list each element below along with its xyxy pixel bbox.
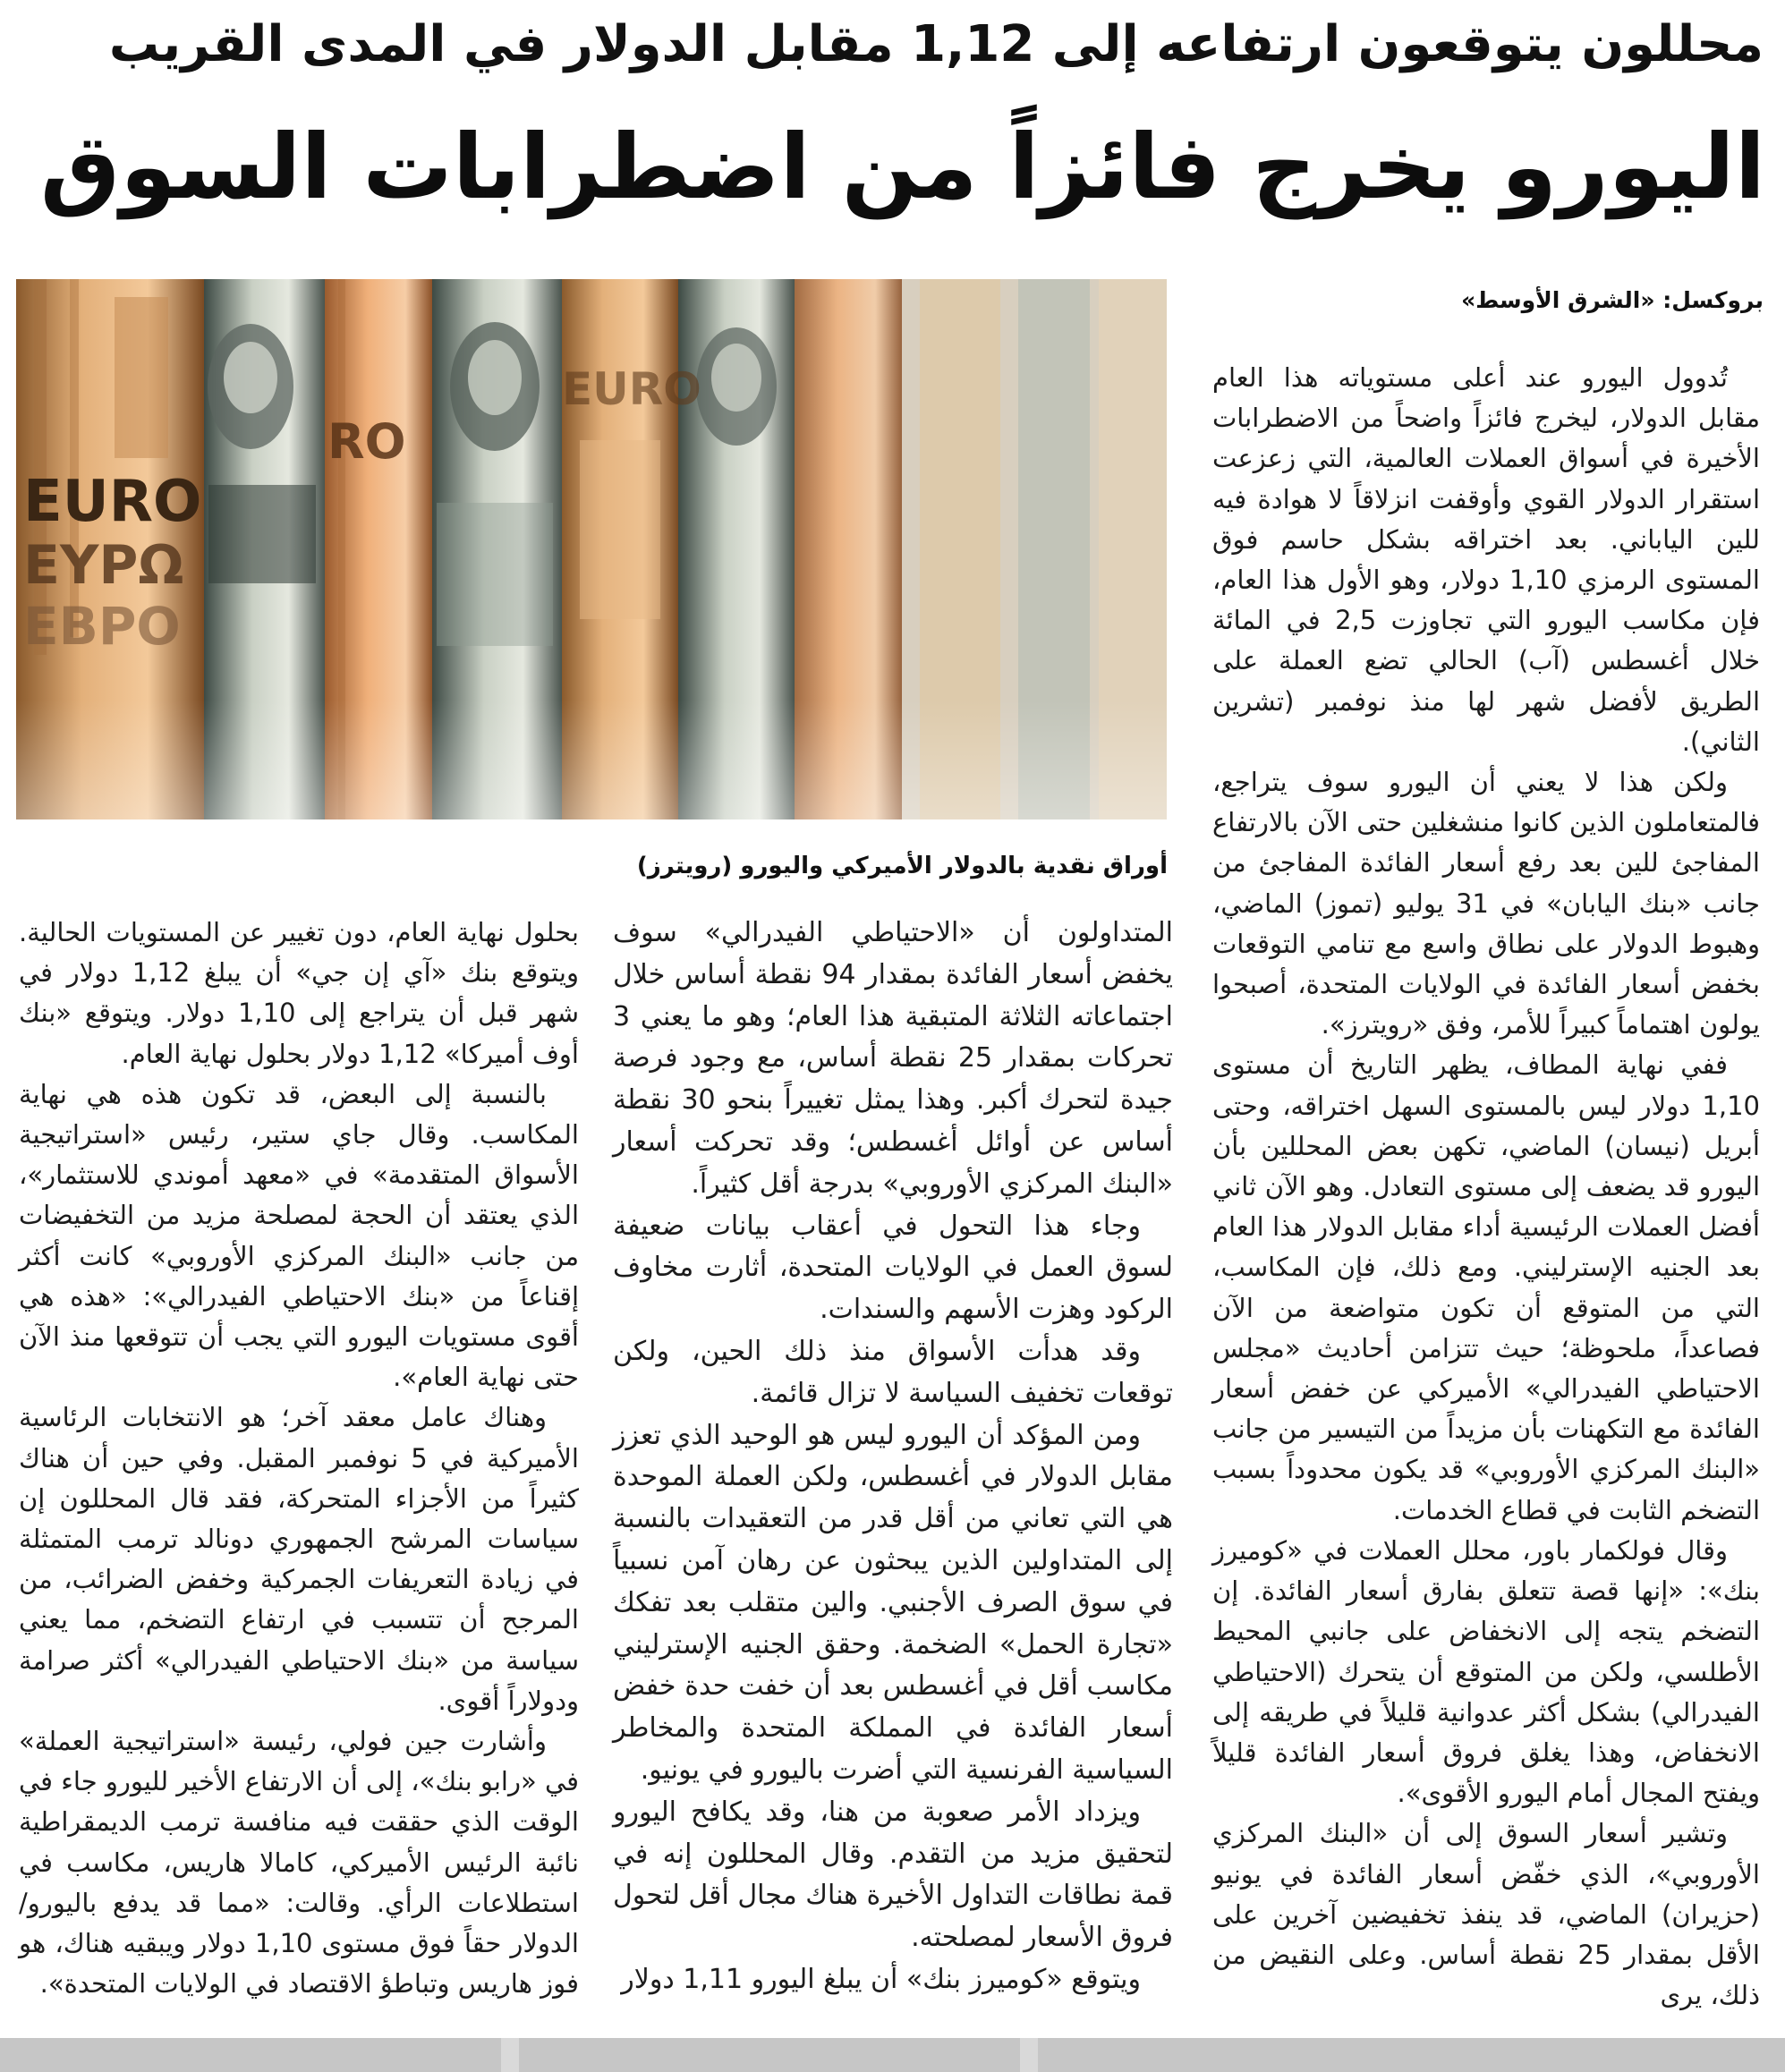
paragraph: وأشارت جين فولي، رئيسة «استراتيجية العملة» في «رابو بنك»، إلى أن الارتفاع الأخير لليورو جاء في الوقت الذي حققت فيه منافسة ترمب الديمقراطية نائبة الرئيس الأميركي، كامالا هاريس، مكاسب في استطلاعات الرأي. وقالت: «مما قد يدفع باليورو/ الدولار حقاً فوق مستوى 1,10 دولار ويبقيه هناك، هو فوز هاريس وتباطؤ الاقتصاد في الولايات المتحدة». bbox=[18, 1726, 579, 2000]
article-subheadline: محللون يتوقعون ارتفاعه إلى 1,12 مقابل الدولار في المدى القريب bbox=[108, 15, 1764, 73]
photo-label-ro: RO bbox=[327, 413, 406, 470]
paragraph: وقد هدأت الأسواق منذ ذلك الحين، ولكن توقعات تخفيف السياسة لا تزال قائمة. bbox=[613, 1335, 1173, 1409]
footer-segment bbox=[1038, 2038, 1785, 2072]
paragraph: وجاء هذا التحول في أعقاب بيانات ضعيفة لسوق العمل في الولايات المتحدة، أثارت مخاوف الركود وهزت الأسهم والسندات. bbox=[613, 1210, 1173, 1326]
paragraph: بحلول نهاية العام، دون تغيير عن المستويات الحالية. ويتوقع بنك «آي إن جي» أن يبلغ 1,12 دولار في شهر قبل أن يتراجع إلى 1,10 دولار. ويتوقع «بنك أوف أميركا» 1,12 دولار بحلول نهاية العام. bbox=[19, 917, 579, 1069]
photo-caption: أوراق نقدية بالدولار الأميركي واليورو (رويترز) bbox=[636, 853, 1168, 879]
photo-label-evro: ЕВРО bbox=[23, 596, 181, 657]
footer-segment bbox=[519, 2038, 1020, 2072]
page-footer-bar bbox=[0, 2038, 1785, 2072]
paragraph: ولكن هذا لا يعني أن اليورو سوف يتراجع، فالمتعاملون الذين كانوا منشغلين حتى الآن بالارتفاع المفاجئ للين بعد رفع أسعار الفائدة المفاجئ من جانب «بنك اليابان» في 31 يوليو (تموز) الماضي، وهبوط الدولار على نطاق واسع مع تنامي التوقعات بخفض أسعار الفائدة في الولايات المتحدة، أصبحوا يولون اهتماماً كبيراً للأمر، وفق «رويترز». bbox=[1212, 767, 1760, 1040]
paragraph: تُدوول اليورو عند أعلى مستوياته هذا العام مقابل الدولار، ليخرج فائزاً واضحاً من الاضطرابات الأخيرة في أسواق العملات العالمية، التي زعزعت استقرار الدولار القوي وأوقفت انزلاقاً لا هوادة فيه للين الياباني. بعد اختراقه بشكل حاسم فوق المستوى الرمزي 1,10 دولار، وهو الأول هذا العام، فإن مكاسب اليورو التي تجاوزت 2,5 في المائة خلال أغسطس (آب) الحالي تضع العملة على الطريق لأفضل شهر لها منذ نوفمبر (تشرين الثاني). bbox=[1212, 362, 1760, 757]
photo-label-euro: EURO bbox=[23, 469, 202, 535]
paragraph: ويتوقع «كوميرز بنك» أن يبلغ اليورو 1,11 دولار bbox=[621, 1963, 1141, 1995]
paragraph: المتداولون أن «الاحتياطي الفيدرالي» سوف يخفض أسعار الفائدة بمقدار 94 نقطة أساس خلال اجتماعاته الثلاثة المتبقية هذا العام؛ وهو ما يعني 3 تحركات بمقدار 25 نقطة أساس، مع وجود فرصة جيدة لتحرك أكبر. وهذا يمثل تغييراً بنحو 30 نقطة أساس عن أوائل أغسطس؛ وقد تحركت أسعار «البنك المركزي الأوروبي» بدرجة أقل كثيراً. bbox=[613, 917, 1173, 1200]
article-headline: اليورو يخرج فائزاً من اضطرابات السوق bbox=[39, 115, 1765, 219]
footer-segment bbox=[0, 2038, 501, 2072]
paragraph: ففي نهاية المطاف، يظهر التاريخ أن مستوى 1,10 دولار ليس بالمستوى السهل اختراقه، وحتى أبريل (نيسان) الماضي، تكهن بعض المحللين بأن اليورو قد يضعف إلى مستوى التعادل. وهو الآن ثاني أفضل العملات الرئيسية أداء مقابل الدولار هذا العام بعد الجنيه الإسترليني. ومع ذلك، فإن المكاسب، التي من المتوقع أن تكون متواضعة من الآن فصاعداً، ملحوظة؛ حيث تتزامن أحاديث «مجلس الاحتياطي الفيدرالي» الأميركي عن خفض أسعار الفائدة مع التكهنات بأن مزيداً من التيسير من جانب «البنك المركزي الأوروبي» قد يكون محدوداً بسبب التضخم الثابت في قطاع الخدمات. bbox=[1212, 1049, 1760, 1525]
paragraph: ويزداد الأمر صعوبة من هنا، وقد يكافح اليورو لتحقيق مزيد من التقدم. وقال المحللون إنه في قمة نطاقات التداول الأخيرة هناك مجال أقل لتحول فروق الأسعار لمصلحته. bbox=[613, 1796, 1173, 1954]
paragraph: ومن المؤكد أن اليورو ليس هو الوحيد الذي تعزز مقابل الدولار في أغسطس، ولكن العملة الموحدة هي التي تعاني من أقل قدر من التعقيدات بالنسبة إلى المتداولين الذين يبحثون عن رهان آمن نسبياً في سوق الصرف الأجنبي. والين متقلب بعد تفكك «تجارة الحمل» الضخمة. وحقق الجنيه الإسترليني مكاسب أقل في أغسطس بعد أن خفت حدة خفض أسعار الفائدة في المملكة المتحدة والمخاطر السياسية الفرنسية التي أضرت باليورو في يونيو. bbox=[613, 1419, 1173, 1786]
article-dateline: بروكسل: «الشرق الأوسط» bbox=[1461, 287, 1764, 313]
paragraph: وتشير أسعار السوق إلى أن «البنك المركزي الأوروبي»، الذي خفّض أسعار الفائدة في يونيو (حزيران) الماضي، قد ينفذ تخفيضين آخرين على الأقل بمقدار 25 نقطة أساس. وعلى النقيض من ذلك، يرى bbox=[1212, 1818, 1760, 2011]
paragraph: بالنسبة إلى البعض، قد تكون هذه هي نهاية المكاسب. وقال جاي ستير، رئيس «استراتيجية الأسواق المتقدمة» في «معهد أموندي للاستثمار»، الذي يعتقد أن الحجة لمصلحة مزيد من التخفيضات من جانب «البنك المركزي الأوروبي» كانت أكثر إقناعاً من «بنك الاحتياطي الفيدرالي»: «هذه هي أقوى مستويات اليورو التي يجب أن تتوقعها منذ الآن حتى نهاية العام». bbox=[19, 1078, 579, 1393]
article-column-left bbox=[19, 913, 579, 2004]
article-column-middle bbox=[613, 913, 1173, 2001]
photo-label-euro2: EURO bbox=[562, 363, 701, 415]
photo-label-eypo: ΕΥΡΩ bbox=[23, 534, 184, 597]
paragraph: وهناك عامل معقد آخر؛ هو الانتخابات الرئاسية الأميركية في 5 نوفمبر المقبل. وفي حين أن هناك كثيراً من الأجزاء المتحركة، فقد قال المحللون إن سياسات المرشح الجمهوري دونالد ترمب المتمثلة في زيادة التعريفات الجمركية وخفض الضرائب، من المرجح أن تتسبب في ارتفاع التضخم، مما يعني سياسة من «بنك الاحتياطي الفيدرالي» أكثر صرامة ودولاراً أقوى. bbox=[19, 1402, 579, 1716]
paragraph: وقال فولكمار باور، محلل العملات في «كوميرز بنك»: «إنها قصة تتعلق بفارق أسعار الفائدة. إن التضخم يتجه إلى الانخفاض على جانبي المحيط الأطلسي، ولكن من المتوقع أن يتحرك (الاحتياطي الفيدرالي) بشكل أكثر عدوانية قليلاً في طريقه إلى الانخفاض، وهذا يغلق فروق أسعار الفائدة قليلاً ويفتح المجال أمام اليورو الأقوى». bbox=[1212, 1534, 1760, 1809]
article-photo bbox=[16, 279, 1167, 819]
article-column-right bbox=[1212, 358, 1760, 2016]
